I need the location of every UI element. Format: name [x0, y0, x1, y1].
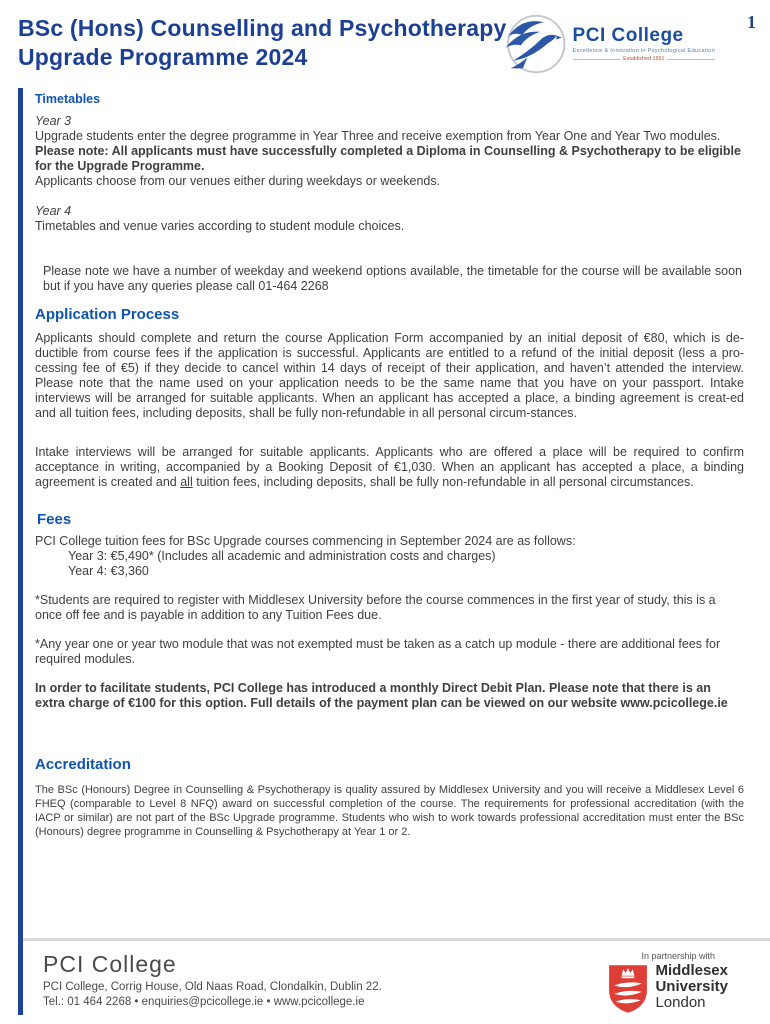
footer-contact-line: Tel.: 01 464 2268 • enquiries@pcicollege.ie • www.pcicollege.ie	[43, 996, 365, 1008]
year3-paragraph	[35, 129, 744, 174]
application-process-heading: Application Process	[35, 306, 180, 323]
page-header	[0, 0, 770, 88]
footer-content	[23, 941, 770, 1015]
logo-name: PCI College	[572, 25, 684, 46]
year3-note: Please note: All applicants must have successfully completed a Diploma in Counselling & Psychotherapy to be eligible for the Upgrade Programme.	[35, 144, 741, 173]
partner-logo-row	[607, 963, 728, 1015]
accreditation-heading: Accreditation	[35, 756, 131, 773]
application-paragraph-2-end: tuition fees, including deposits, shall be fully non-refundable in all personal circumstances.	[192, 475, 694, 489]
fees-year4: Year 4: €3,360	[68, 564, 149, 578]
page-footer	[23, 938, 770, 1015]
footer-college-name: PCI College	[43, 951, 177, 977]
year3-label: Year 3	[35, 114, 72, 128]
fees-year3: Year 3: €5,490* (Includes all academic and administration costs and charges)	[68, 549, 496, 563]
logo-dash-right	[667, 59, 715, 60]
fees-heading: Fees	[37, 511, 72, 528]
footer-partner-block	[607, 951, 728, 1015]
year3-text2: Applicants choose from our venues either during weekdays or weekends.	[35, 174, 441, 188]
dove-icon	[503, 12, 567, 76]
footer-address	[43, 980, 382, 1010]
partner-university-name	[655, 963, 728, 1011]
logo-established-text: Established 1991	[623, 56, 665, 62]
footer-address-line: PCI College, Corrig House, Old Naas Road, Clondalkin, Dublin 22.	[43, 981, 382, 993]
application-paragraph-1: Applicants should complete and return the course Application Form accompanied by an initial deposit of €80, which is de-ductible from course fees if the application is successful. Applicants are entitled to a refund of the initial deposit (less a pro-cessing fee of €5) if they decide to cancel within 14 days of receipt of their application, and haven’t attended the interview. Please note that the name used on your application needs to be the same name that you have on your passport. Intake interviews will be arranged for suitable applicants. When an applicant has accepted a place, a binding agreement is creat-ed and all tuition fees, including deposits, shall be fully non-refundable in all personal circum-stances.	[35, 331, 744, 420]
document-content	[23, 88, 770, 938]
partnership-label: In partnership with	[641, 951, 715, 961]
logo-text	[573, 26, 715, 62]
application-paragraph-2	[35, 445, 744, 490]
partner-line2: University	[655, 978, 728, 995]
middlesex-shield-icon	[607, 963, 649, 1015]
application-paragraph-2-start: Intake interviews will be arranged for suitable applicants. Applicants who are offered a place will be required to confirm acceptance in writing, accompanied by a Booking Deposit of €1,030. When an applicant has accepted a place, a binding agreement is created and	[35, 445, 744, 489]
page-number: 1	[747, 12, 756, 32]
pci-college-logo	[503, 12, 715, 76]
page-title-line2: Upgrade Programme 2024	[18, 44, 308, 70]
logo-tagline: Excellence & Innovation in Psychological Education	[572, 48, 715, 54]
partner-line1: Middlesex	[655, 962, 728, 979]
year4-text: Timetables and venue varies according to student module choices.	[35, 219, 405, 233]
logo-dash-left	[573, 59, 621, 60]
fees-note-direct-debit: In order to facilitate students, PCI College has introduced a monthly Direct Debit Plan. Please note that there is an extra charge of €100 for this option. Full details of the payment plan can be viewed on our website www.pcicollege.ie	[35, 681, 728, 710]
application-paragraph-2-underlined: all	[180, 475, 193, 489]
footer-college-block	[43, 951, 382, 1015]
fees-note-catchup: *Any year one or year two module that was not exempted must be taken as a catch up module - there are additional fees for required modules.	[35, 637, 721, 666]
year4-label: Year 4	[35, 204, 72, 218]
document-body	[18, 88, 770, 1015]
timetables-heading: Timetables	[35, 92, 101, 106]
partner-line3: London	[655, 994, 706, 1011]
year3-text: Upgrade students enter the degree programme in Year Three and receive exemption from Year One and Year Two modules.	[35, 129, 721, 143]
fees-intro: PCI College tuition fees for BSc Upgrade courses commencing in September 2024 are as follows:	[35, 534, 576, 548]
logo-established	[573, 56, 715, 62]
availability-note: Please note we have a number of weekday and weekend options available, the timetable for the course will be available soon but if you have any queries please call 01-464 2268	[43, 264, 742, 293]
fees-note-registration: *Students are required to register with Middlesex University before the course commences in the first year of study, this is a once off fee and is payable in addition to any Tuition Fees due.	[35, 593, 716, 622]
accreditation-paragraph: The BSc (Honours) Degree in Counselling & Psychotherapy is quality assured by Middlesex University and you will receive a Middlesex Level 6 FHEQ (comparable to Level 8 NFQ) award on successful completion of the course. The requirements for professional accreditation (with the IACP or similar) are not part of the BSc Upgrade programme. Students who wish to work towards professional accreditation must enter the BSc (Honours) degree programme in Counselling & Psychotherapy at Year 1 or 2.	[35, 784, 744, 838]
page-title-line1: BSc (Hons) Counselling and Psychotherapy	[18, 15, 507, 41]
